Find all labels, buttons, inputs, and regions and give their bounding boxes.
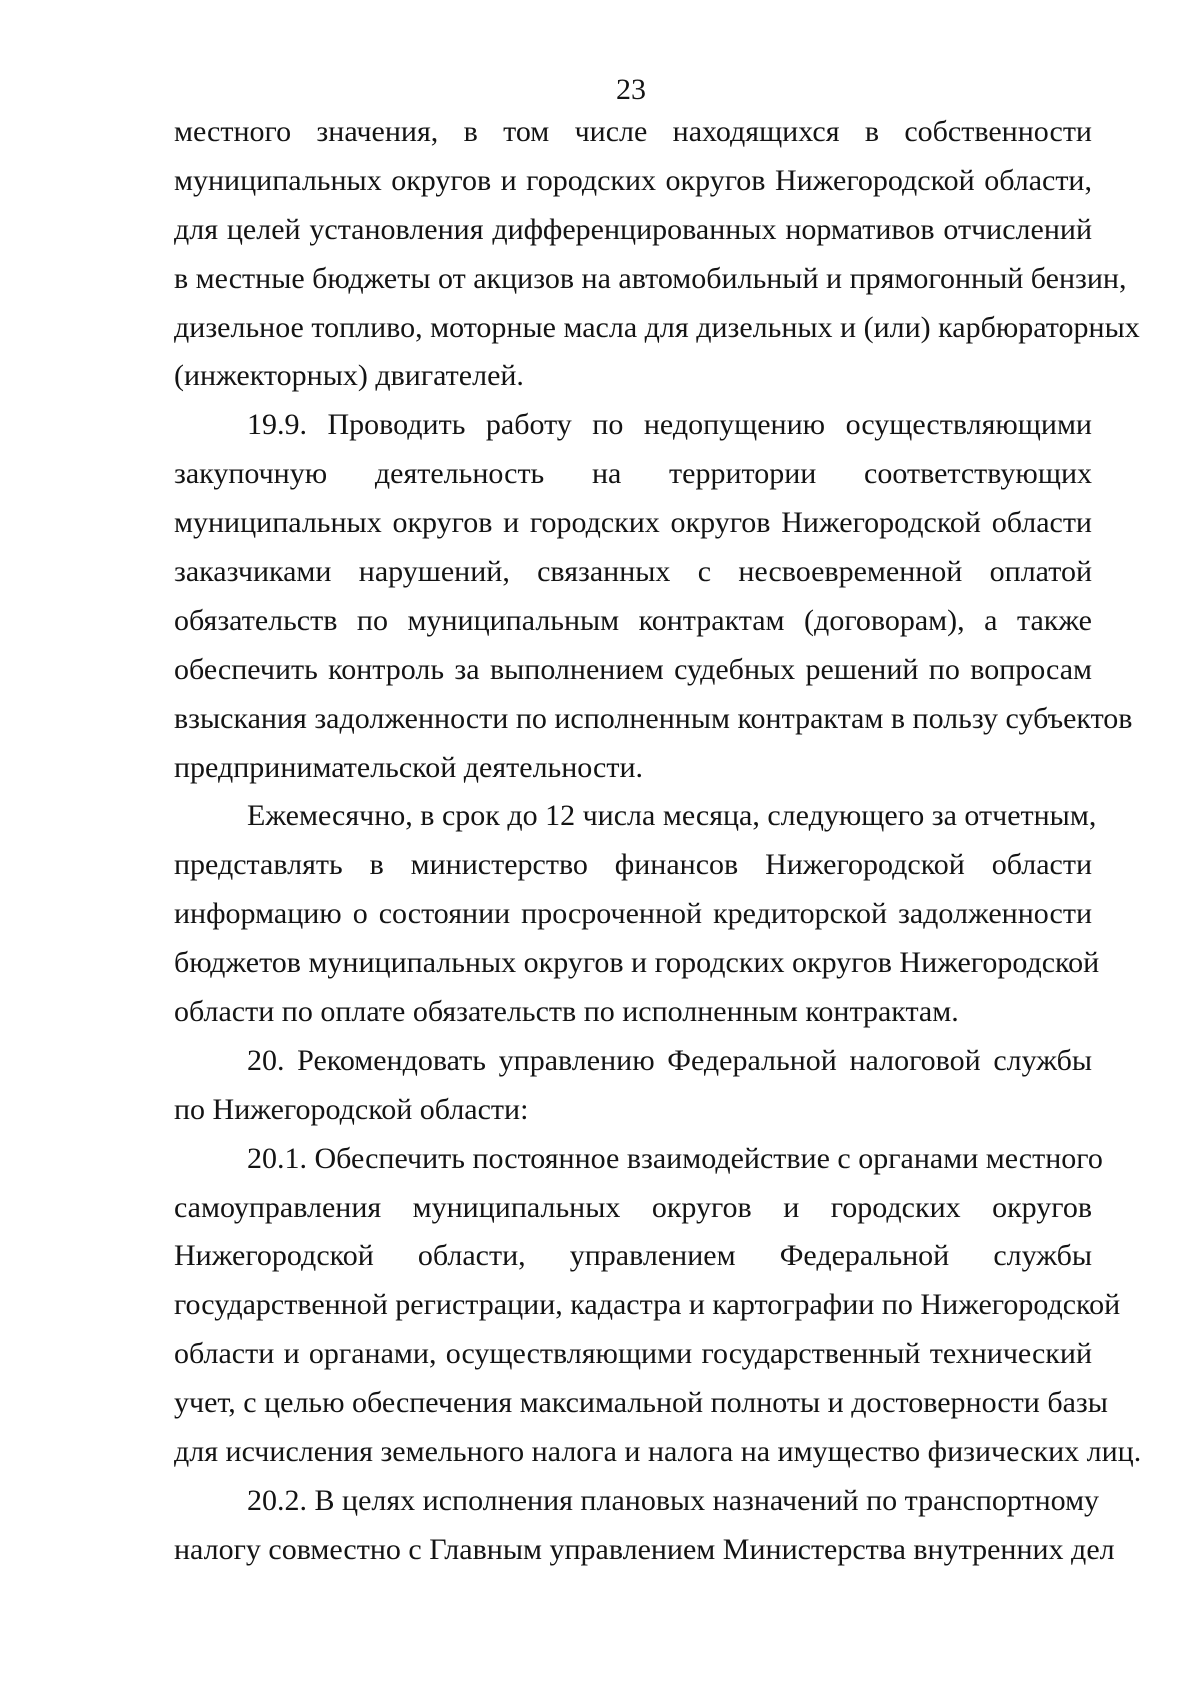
page-number: 23 — [616, 73, 646, 106]
text-line: области и органами, осуществляющими государственный технический — [174, 1337, 1092, 1371]
paragraph — [174, 108, 1140, 401]
text-line: по Нижегородской области: — [174, 1092, 529, 1126]
text-line: для целей установления дифференцированных нормативов отчислений — [174, 212, 1092, 246]
text-line: предпринимательской деятельности. — [174, 750, 644, 784]
text-line: 20.2. В целях исполнения плановых назначений по транспортному — [247, 1483, 1100, 1517]
text-line: заказчиками нарушений, связанных с несвоевременной оплатой — [174, 555, 1092, 589]
text-line: Нижегородской области, управлением Федеральной службы — [174, 1239, 1092, 1273]
text-line: 20. Рекомендовать управлению Федеральной налоговой службы — [247, 1043, 1092, 1077]
text-line: (инжекторных) двигателей. — [174, 359, 524, 393]
text-line: взыскания задолженности по исполненным контрактам в пользу субъектов — [174, 701, 1133, 735]
text-line: муниципальных округов и городских округов Нижегородской области — [174, 506, 1092, 540]
text-line: представлять в министерство финансов Нижегородской области — [174, 848, 1092, 882]
text-line: для исчисления земельного налога и налога на имущество физических лиц. — [174, 1435, 1142, 1469]
text-line: муниципальных округов и городских округов Нижегородской области, — [174, 163, 1092, 197]
text-line: закупочную деятельность на территории соответствующих — [174, 457, 1092, 491]
document-body — [174, 108, 1142, 1575]
paragraph — [174, 1477, 1115, 1575]
text-line: самоуправления муниципальных округов и городских округов — [174, 1190, 1092, 1224]
paragraph — [174, 401, 1133, 792]
text-line: налогу совместно с Главным управлением Министерства внутренних дел — [174, 1532, 1115, 1566]
text-line: 20.1. Обеспечить постоянное взаимодействие с органами местного — [247, 1141, 1103, 1175]
text-line: дизельное топливо, моторные масла для дизельных и (или) карбюраторных — [174, 310, 1140, 344]
text-line: государственной регистрации, кадастра и картографии по Нижегородской — [174, 1288, 1121, 1322]
text-line: обеспечить контроль за выполнением судебных решений по вопросам — [174, 652, 1092, 686]
text-line: Ежемесячно, в срок до 12 числа месяца, следующего за отчетным, — [247, 799, 1097, 833]
text-line: области по оплате обязательств по исполненным контрактам. — [174, 995, 959, 1029]
text-line: информацию о состоянии просроченной кредиторской задолженности — [174, 897, 1092, 931]
text-line: местного значения, в том числе находящихся в собственности — [174, 115, 1092, 148]
paragraph — [174, 1037, 1092, 1135]
paragraph — [174, 1135, 1142, 1477]
text-line: учет, с целью обеспечения максимальной полноты и достоверности базы — [174, 1386, 1108, 1420]
text-line: обязательств по муниципальным контрактам (договорам), а также — [174, 603, 1092, 637]
paragraph — [174, 792, 1100, 1036]
text-line: 19.9. Проводить работу по недопущению осуществляющими — [247, 408, 1092, 442]
text-line: бюджетов муниципальных округов и городских округов Нижегородской — [174, 946, 1100, 980]
text-line: в местные бюджеты от акцизов на автомобильный и прямогонный бензин, — [174, 261, 1127, 295]
